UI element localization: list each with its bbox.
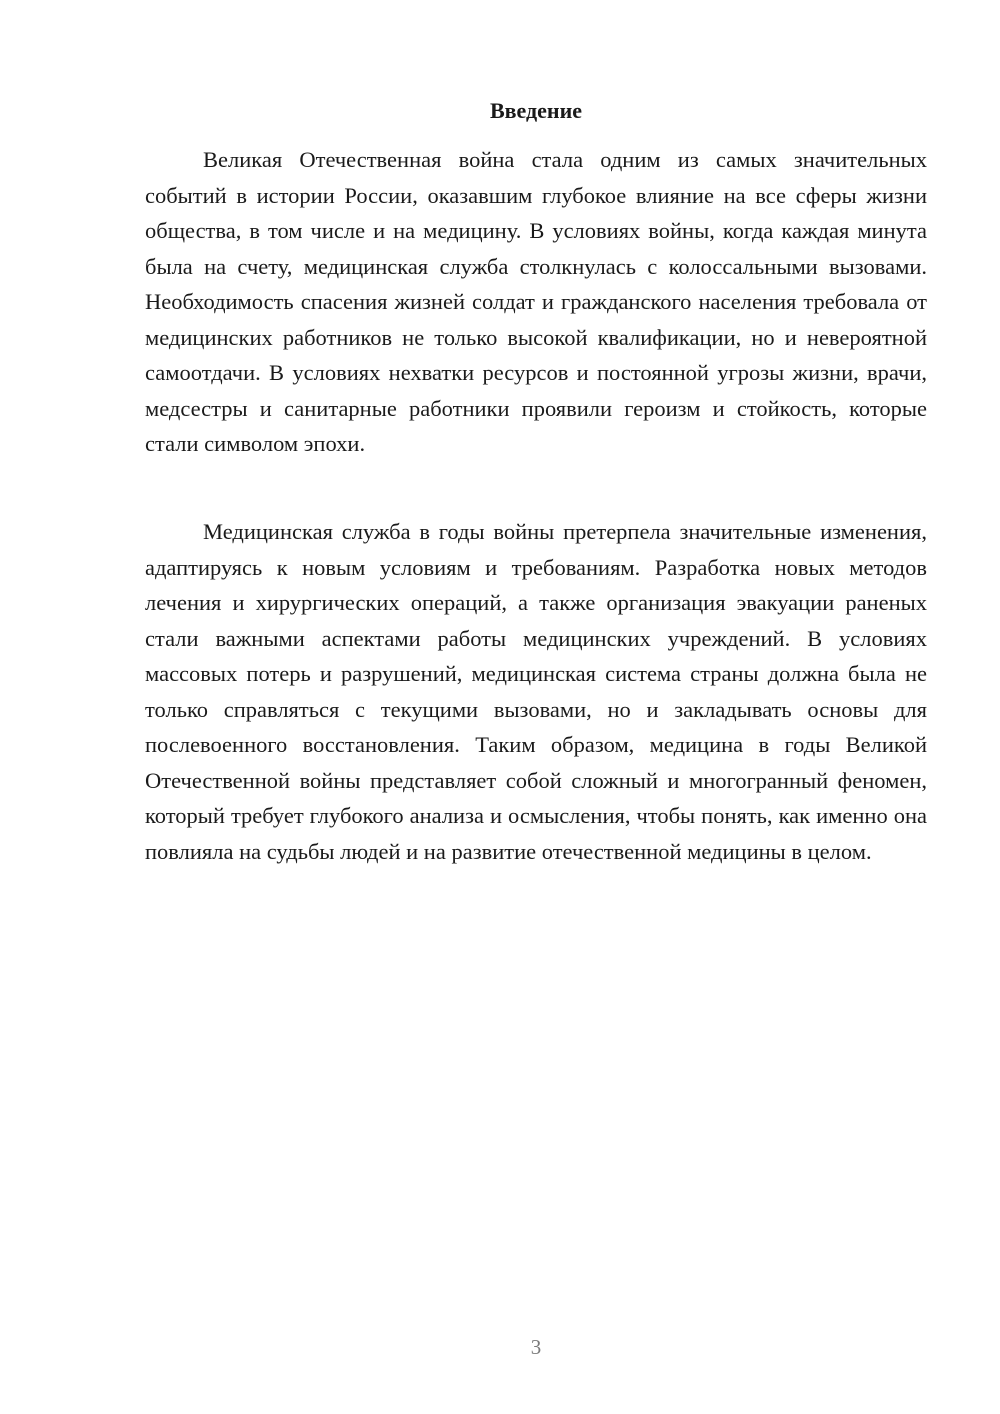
page-number: 3 [530,1335,542,1359]
paragraph-2: Медицинская служба в годы войны претерпела значительные изменения, адаптируясь к новым условиям и требованиям. Разработка новых методов лечения и хирургических операций, а также организация эвакуации раненых стали важными аспектами работы медицинских учреждений. В условиях массовых потерь и разрушений, медицинская система страны должна была не только справляться с текущими вызовами, но и закладывать основы для послевоенного восстановления. Таким образом, медицина в годы Великой Отечественной войны представляет собой сложный и многогранный феномен, который требует глубокого анализа и осмысления, чтобы понять, как именно она повлияла на судьбы людей и на развитие отечественной медицины в целом. [145,519,927,864]
section-heading: Введение [489,98,583,123]
paragraph-1: Великая Отечественная война стала одним из самых значительных событий в истории России, оказавшим глубокое влияние на все сферы жизни общества, в том числе и на медицину. В условиях войны, когда каждая минута была на счету, медицинская служба столкнулась с колоссальными вызовами. Необходимость спасения жизней солдат и гражданского населения требовала от медицинских работников не только высокой квалификации, но и невероятной самоотдачи. В условиях нехватки ресурсов и постоянной угрозы жизни, врачи, медсестры и санитарные работники проявили героизм и стойкость, которые стали символом эпохи. [145,147,927,456]
